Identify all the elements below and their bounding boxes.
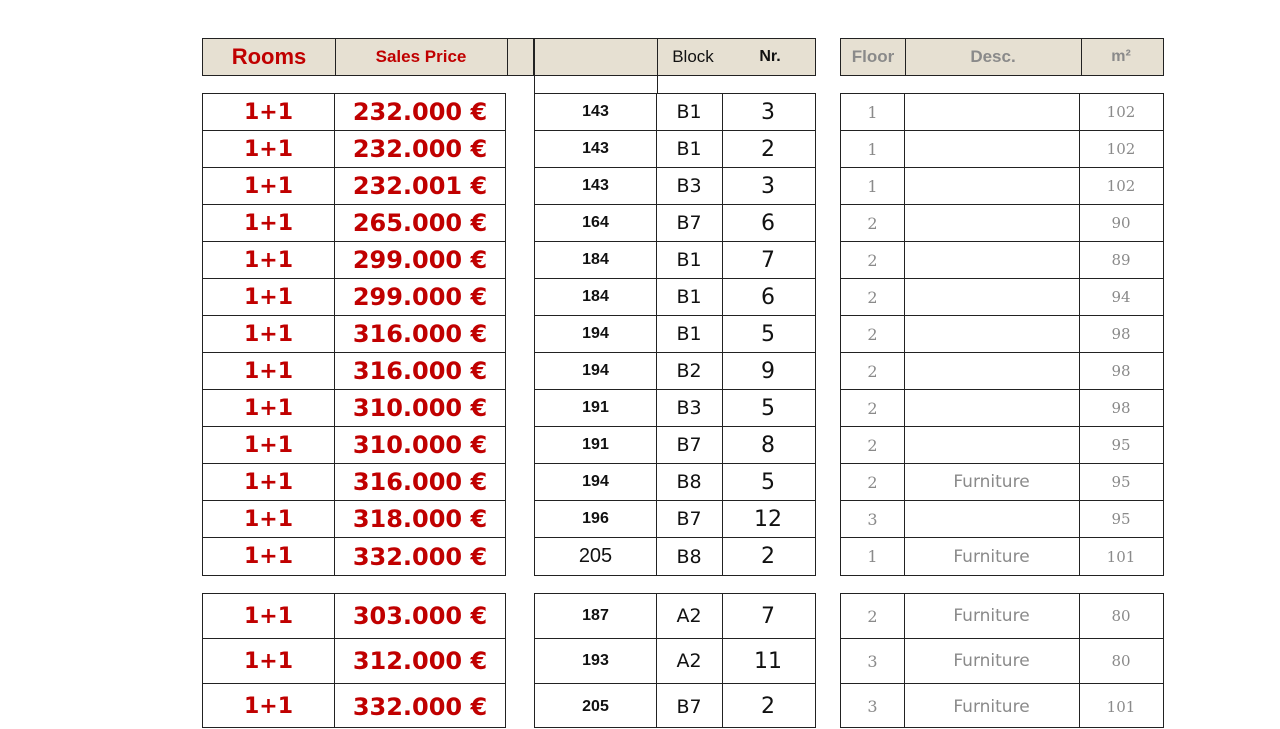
nr-cell: 2 — [761, 544, 775, 569]
rooms-cell: 1+1 — [243, 99, 294, 125]
table-row — [841, 94, 1163, 131]
nr-cell: 6 — [761, 284, 775, 310]
table-row — [841, 279, 1163, 316]
header-desc: Desc. — [970, 47, 1016, 66]
code-cell: 191 — [582, 399, 609, 416]
floor-cell: 2 — [867, 398, 878, 418]
floor-cell: 1 — [867, 547, 878, 566]
rooms-cell: 1+1 — [243, 136, 294, 162]
nr-cell: 2 — [761, 694, 775, 719]
code-cell: 143 — [582, 140, 609, 157]
rooms-cell: 1+1 — [243, 173, 294, 199]
nr-cell: 11 — [754, 648, 782, 674]
nr-cell: 3 — [761, 173, 775, 199]
floor-cell: 3 — [867, 509, 878, 529]
nr-cell: 3 — [761, 99, 775, 125]
sales-price-cell: 232.001 € — [352, 172, 488, 200]
code-cell: 143 — [582, 177, 609, 194]
table-row — [535, 538, 815, 575]
block-cell: B7 — [676, 508, 702, 530]
rooms-cell: 1+1 — [243, 544, 294, 569]
table-row — [841, 390, 1163, 427]
code-cell: 194 — [582, 325, 609, 342]
m2-cell: 101 — [1106, 547, 1136, 566]
nr-cell: 12 — [754, 506, 782, 532]
m2-cell: 102 — [1106, 177, 1136, 195]
desc-cell — [904, 353, 1079, 389]
table-row — [203, 594, 505, 639]
rooms-cell: 1+1 — [243, 694, 294, 719]
sales-price-cell: 316.000 € — [352, 320, 488, 348]
table-row — [203, 131, 505, 168]
header-right — [840, 38, 1164, 76]
table-row — [841, 131, 1163, 168]
table-row — [535, 639, 815, 684]
table-row — [841, 594, 1163, 639]
nr-cell: 5 — [761, 321, 775, 347]
m2-cell: 101 — [1106, 697, 1136, 716]
block-cell: B8 — [676, 545, 702, 568]
m2-cell: 98 — [1111, 325, 1131, 343]
header-block: Block — [672, 47, 714, 66]
table-row — [535, 594, 815, 639]
nr-cell: 2 — [761, 136, 775, 162]
table-row — [203, 279, 505, 316]
sales-price-cell: 312.000 € — [352, 647, 488, 675]
rooms-cell: 1+1 — [243, 247, 294, 273]
rooms-cell: 1+1 — [243, 321, 294, 347]
table-row — [203, 390, 505, 427]
sales-price-cell: 316.000 € — [352, 468, 488, 496]
code-cell: 194 — [582, 473, 609, 490]
table-row — [535, 501, 815, 538]
desc-cell — [904, 501, 1079, 537]
table-row — [203, 94, 505, 131]
sales-price-cell: 303.000 € — [352, 602, 488, 630]
floor-cell: 1 — [867, 176, 878, 196]
block-cell: B1 — [676, 249, 702, 271]
nr-cell: 6 — [761, 210, 775, 236]
block-cell: B8 — [676, 471, 702, 493]
table-row — [203, 684, 505, 729]
rooms-cell: 1+1 — [243, 603, 294, 629]
rooms-cell: 1+1 — [243, 469, 294, 495]
block-cell: B3 — [676, 175, 702, 197]
table-row — [841, 464, 1163, 501]
code-cell: 191 — [582, 436, 609, 453]
group2-rooms-price-table — [202, 593, 506, 728]
table-row — [841, 501, 1163, 538]
m2-cell: 102 — [1106, 103, 1136, 121]
m2-cell: 102 — [1106, 140, 1136, 158]
desc-cell — [904, 242, 1079, 278]
m2-cell: 95 — [1111, 510, 1131, 528]
table-row — [841, 205, 1163, 242]
m2-cell: 80 — [1111, 652, 1131, 670]
table-row — [203, 316, 505, 353]
code-cell: 194 — [582, 362, 609, 379]
code-cell: 193 — [582, 652, 609, 669]
floor-cell: 2 — [867, 324, 878, 344]
rooms-cell: 1+1 — [243, 648, 294, 674]
group1-rooms-price-table — [202, 93, 506, 576]
table-row — [841, 684, 1163, 729]
block-cell: B1 — [676, 286, 702, 308]
floor-cell: 2 — [867, 213, 878, 233]
nr-cell: 7 — [761, 603, 775, 629]
sales-price-cell: 318.000 € — [352, 505, 488, 533]
group1-unit-table — [534, 93, 816, 576]
block-cell: B7 — [676, 212, 702, 234]
code-cell: 205 — [578, 545, 613, 567]
m2-cell: 94 — [1111, 288, 1131, 306]
table-row — [535, 168, 815, 205]
floor-cell: 1 — [867, 102, 878, 122]
table-row — [535, 205, 815, 242]
table-row — [535, 464, 815, 501]
table-row — [203, 501, 505, 538]
code-cell: 164 — [582, 214, 609, 231]
header-code — [535, 39, 657, 75]
table-row — [841, 242, 1163, 279]
header-floor: Floor — [851, 47, 895, 66]
header-nr: Nr. — [759, 48, 781, 65]
block-cell: B7 — [676, 434, 702, 456]
header-left — [202, 38, 534, 76]
sales-price-cell: 299.000 € — [352, 283, 488, 311]
floor-cell: 2 — [867, 287, 878, 307]
desc-cell — [904, 316, 1079, 352]
nr-cell: 9 — [761, 358, 775, 384]
desc-cell — [904, 94, 1079, 130]
floor-cell: 2 — [867, 250, 878, 270]
desc-cell: Furniture — [953, 546, 1030, 567]
sales-price-cell: 232.000 € — [352, 135, 488, 163]
sales-price-cell: 332.000 € — [352, 542, 488, 571]
table-row — [535, 242, 815, 279]
sales-price-cell: 232.000 € — [352, 98, 488, 126]
desc-cell — [904, 427, 1079, 463]
floor-cell: 3 — [867, 651, 878, 671]
sales-price-cell: 310.000 € — [352, 394, 488, 422]
desc-cell: Furniture — [953, 696, 1030, 717]
m2-cell: 90 — [1111, 214, 1131, 232]
m2-cell: 80 — [1111, 607, 1131, 625]
code-cell: 184 — [582, 251, 609, 268]
table-row — [535, 427, 815, 464]
sales-price-cell: 316.000 € — [352, 357, 488, 385]
block-cell: B1 — [676, 323, 702, 345]
nr-cell: 5 — [761, 395, 775, 421]
nr-cell: 8 — [761, 432, 775, 458]
block-cell: B3 — [676, 397, 702, 419]
table-row — [841, 639, 1163, 684]
table-row — [203, 205, 505, 242]
block-cell: B2 — [676, 360, 702, 382]
group2-details-table — [840, 593, 1164, 728]
m2-cell: 98 — [1111, 362, 1131, 380]
table-row — [535, 390, 815, 427]
code-cell: 196 — [582, 510, 609, 527]
rooms-cell: 1+1 — [243, 358, 294, 384]
sales-price-cell: 310.000 € — [352, 431, 488, 459]
rooms-cell: 1+1 — [243, 395, 294, 421]
floor-cell: 2 — [867, 361, 878, 381]
code-cell: 143 — [582, 103, 609, 120]
header-middle — [534, 38, 816, 76]
table-row — [203, 639, 505, 684]
block-cell: A2 — [676, 605, 702, 627]
block-cell: B1 — [676, 138, 702, 160]
block-cell: B7 — [676, 695, 702, 718]
block-cell: B1 — [676, 101, 702, 123]
rooms-cell: 1+1 — [243, 432, 294, 458]
table-row — [535, 94, 815, 131]
floor-cell: 2 — [867, 472, 878, 492]
table-row — [535, 353, 815, 390]
floor-cell: 2 — [867, 435, 878, 455]
table-row — [203, 464, 505, 501]
table-row — [841, 427, 1163, 464]
desc-cell — [904, 131, 1079, 167]
floor-cell: 1 — [867, 139, 878, 159]
group2-unit-table — [534, 593, 816, 728]
rooms-cell: 1+1 — [243, 284, 294, 310]
rooms-cell: 1+1 — [243, 506, 294, 532]
sales-price-cell: 299.000 € — [352, 246, 488, 274]
rooms-cell: 1+1 — [243, 210, 294, 236]
nr-cell: 5 — [761, 469, 775, 495]
nr-cell: 7 — [761, 247, 775, 273]
sales-price-cell: 265.000 € — [352, 209, 488, 237]
table-row — [203, 353, 505, 390]
code-cell: 205 — [582, 697, 609, 715]
block-cell: A2 — [676, 650, 702, 672]
table-row — [203, 538, 505, 575]
code-cell: 187 — [582, 607, 609, 624]
m2-cell: 95 — [1111, 436, 1131, 454]
table-row — [203, 427, 505, 464]
table-row — [841, 538, 1163, 575]
header-rooms: Rooms — [231, 44, 307, 69]
desc-cell — [904, 205, 1079, 241]
desc-cell — [904, 279, 1079, 315]
header-m2: m² — [1111, 48, 1131, 65]
sales-price-cell: 332.000 € — [352, 692, 488, 721]
floor-cell: 2 — [867, 606, 878, 626]
desc-cell — [904, 168, 1079, 204]
m2-cell: 89 — [1111, 251, 1131, 269]
code-cell: 184 — [582, 288, 609, 305]
table-row — [535, 684, 815, 729]
table-row — [841, 316, 1163, 353]
header-sales-price: Sales Price — [375, 47, 467, 66]
table-row — [203, 242, 505, 279]
table-row — [535, 131, 815, 168]
table-row — [841, 353, 1163, 390]
m2-cell: 95 — [1111, 473, 1131, 491]
desc-cell: Furniture — [953, 472, 1030, 492]
floor-cell: 3 — [867, 697, 878, 716]
group1-details-table — [840, 93, 1164, 576]
m2-cell: 98 — [1111, 399, 1131, 417]
table-row — [203, 168, 505, 205]
desc-cell: Furniture — [953, 606, 1030, 626]
table-row — [535, 279, 815, 316]
desc-cell: Furniture — [953, 651, 1030, 671]
table-row — [535, 316, 815, 353]
desc-cell — [904, 390, 1079, 426]
table-row — [841, 168, 1163, 205]
